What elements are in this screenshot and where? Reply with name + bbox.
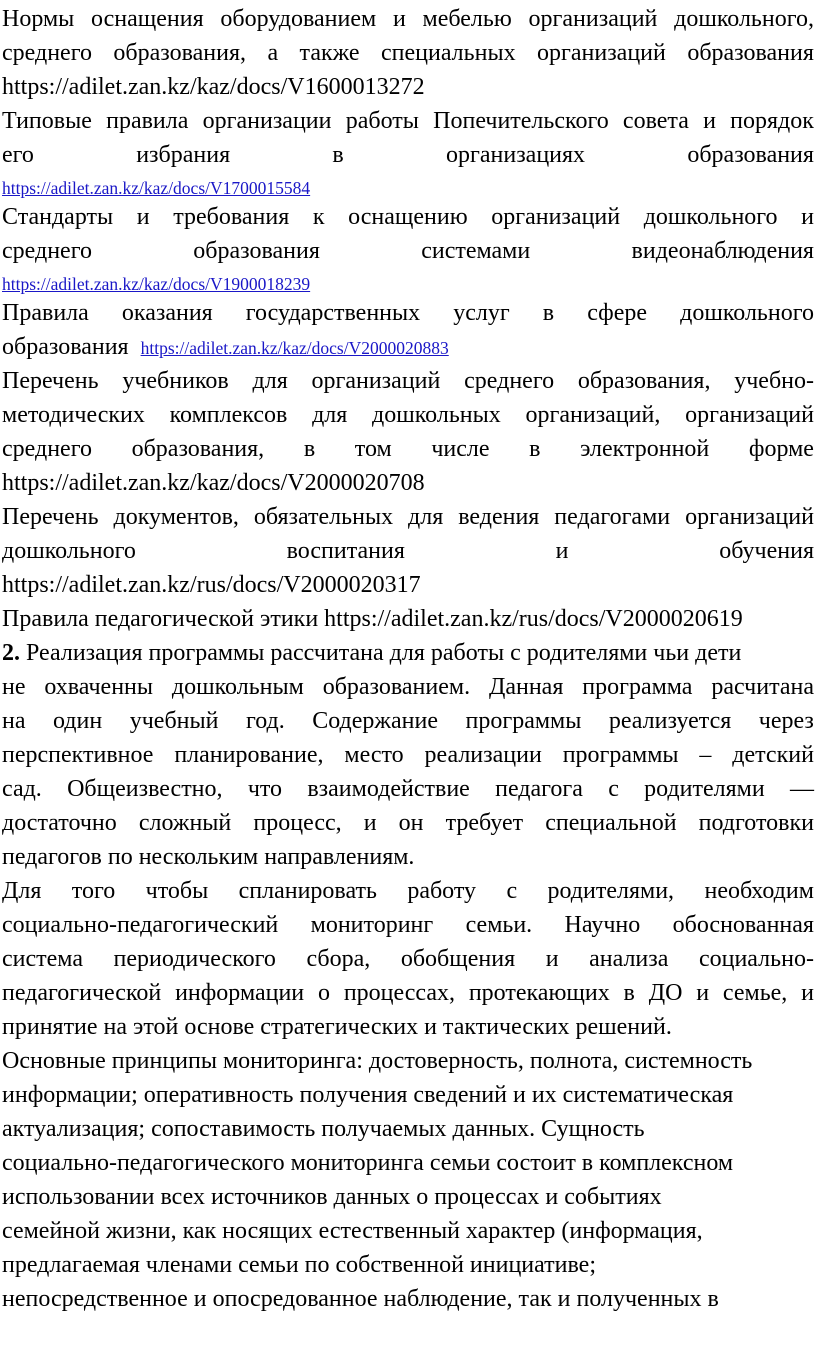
text-line: предлагаемая членами семьи по собственной инициативе;	[2, 1252, 596, 1278]
text-line: актуализация; сопоставимость получаемых данных. Сущность	[2, 1116, 645, 1142]
hyperlink[interactable]: https://adilet.zan.kz/kaz/docs/V1700015584	[2, 178, 311, 198]
text-line	[2, 466, 814, 500]
text-line: система периодического сбора, обобщения и анализа социально-	[2, 946, 814, 972]
text-line: на один учебный год. Содержание программы реализуется через	[2, 708, 814, 734]
text-line: среднего образования, а также специальных организаций образования	[2, 40, 814, 66]
text-line: его избрания в организациях образования	[2, 142, 814, 168]
text-line: Перечень учебников для организаций среднего образования, учебно-	[2, 368, 814, 394]
text-line: дошкольного воспитания и обучения	[2, 538, 814, 564]
hyperlink[interactable]: https://adilet.zan.kz/kaz/docs/V2000020883	[140, 338, 449, 358]
text-line: методических комплексов для дошкольных организаций, организаций	[2, 402, 814, 428]
text-line	[2, 568, 814, 602]
url-text: https://adilet.zan.kz/rus/docs/V2000020317	[2, 572, 421, 598]
text-line: педагогов по нескольким направлениям.	[2, 844, 415, 870]
text-line: использовании всех источников данных о процессах и событиях	[2, 1184, 662, 1210]
text-line: перспективное планирование, место реализации программы – детский	[2, 742, 814, 768]
text-line: Основные принципы мониторинга: достоверность, полнота, системность	[2, 1048, 753, 1074]
url-text: https://adilet.zan.kz/kaz/docs/V2000020708	[2, 470, 425, 496]
text-line: социально-педагогического мониторинга семьи состоит в комплексном	[2, 1150, 734, 1176]
text-line	[2, 170, 814, 204]
text-line: достаточно сложный процесс, и он требует специальной подготовки	[2, 810, 814, 836]
text-line: педагогической информации о процессах, протекающих в ДО и семье, и	[2, 980, 814, 1006]
text-line: образования https://adilet.zan.kz/kaz/docs/V2000020883	[2, 334, 449, 360]
text-line: не охваченны дошкольным образованием. Данная программа расчитана	[2, 674, 814, 700]
url-text: https://adilet.zan.kz/kaz/docs/V1600013272	[2, 74, 425, 100]
text-line: Для того чтобы спланировать работу с родителями, необходим	[2, 878, 814, 904]
text-line	[2, 70, 814, 104]
hyperlink[interactable]: https://adilet.zan.kz/kaz/docs/V1900018239	[2, 274, 311, 294]
text-line: среднего образования, в том числе в электронной форме	[2, 436, 814, 462]
text-line: Типовые правила организации работы Попечительского совета и порядок	[2, 108, 814, 134]
text-line: Правила педагогической этики https://adilet.zan.kz/rus/docs/V2000020619	[2, 606, 743, 632]
text-line: Нормы оснащения оборудованием и мебелью организаций дошкольного,	[2, 6, 814, 32]
text-line: социально-педагогический мониторинг семьи. Научно обоснованная	[2, 912, 814, 938]
text-line	[2, 266, 814, 300]
text-line: информации; оперативность получения сведений и их систематическая	[2, 1082, 734, 1108]
text-line: среднего образования системами видеонаблюдения	[2, 238, 814, 264]
section-number: 2.	[2, 640, 20, 666]
text-line: Стандарты и требования к оснащению организаций дошкольного и	[2, 204, 814, 230]
text-line: принятие на этой основе стратегических и тактических решений.	[2, 1014, 672, 1040]
text-line: семейной жизни, как носящих естественный характер (информация,	[2, 1218, 703, 1244]
text-line: 2. Реализация программы рассчитана для работы с родителями чьи дети	[2, 640, 742, 666]
text-line: непосредственное и опосредованное наблюдение, так и полученных в	[2, 1286, 719, 1312]
text-line: Правила оказания государственных услуг в сфере дошкольного	[2, 300, 814, 326]
text-line: Перечень документов, обязательных для ведения педагогами организаций	[2, 504, 814, 530]
text-line: сад. Общеизвестно, что взаимодействие педагога с родителями —	[2, 776, 814, 802]
